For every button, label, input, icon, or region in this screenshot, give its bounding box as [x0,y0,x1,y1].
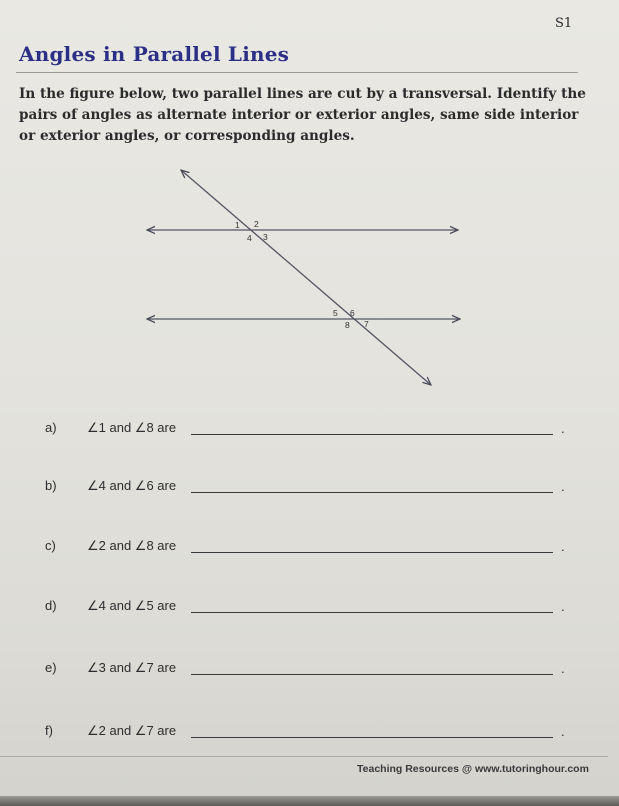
question-letter: e) [45,660,57,675]
angle-label-2: 2 [254,219,259,229]
question-end: . [561,599,565,614]
question-end: . [561,539,565,554]
angle-label-1: 1 [235,220,240,230]
answer-blank[interactable] [191,612,553,613]
transversal-line [181,170,431,385]
question-statement: ∠3 and ∠7 are [87,660,177,675]
answer-blank[interactable] [191,552,553,553]
question-end: . [561,661,565,676]
page-code: S1 [555,16,573,31]
page-title: Angles in Parallel Lines [19,42,290,66]
footer-divider [0,756,608,757]
question-letter: a) [45,420,57,435]
question-end: . [561,479,565,494]
question-letter: f) [45,723,53,738]
angle-label-6: 6 [350,308,355,318]
angle-label-7: 7 [364,319,369,329]
question-letter: d) [45,598,57,613]
question-statement: ∠2 and ∠7 are [87,723,177,738]
question-end: . [561,421,565,436]
question-statement: ∠4 and ∠5 are [87,598,177,613]
question-statement: ∠1 and ∠8 are [87,420,177,435]
angle-label-3: 3 [263,232,268,242]
question-end: . [561,724,565,739]
angle-label-8: 8 [345,320,350,330]
answer-blank[interactable] [191,434,553,435]
question-statement: ∠2 and ∠8 are [87,538,177,553]
question-letter: c) [45,538,56,553]
question-statement: ∠4 and ∠6 are [87,478,177,493]
answer-blank[interactable] [191,492,553,493]
angle-label-4: 4 [247,233,252,243]
instructions: In the figure below, two parallel lines are cut by a transversal. Identify the pairs of angles as alternate interior or exterior angles, same side interior or exterior angles, or corresponding angles. [19,86,586,144]
footer-credit: Teaching Resources @ www.tutoringhour.com [357,763,589,775]
question-letter: b) [45,478,57,493]
answer-blank[interactable] [191,737,553,738]
answer-blank[interactable] [191,674,553,675]
angle-label-5: 5 [333,308,338,318]
page-edge-shadow [0,796,619,806]
